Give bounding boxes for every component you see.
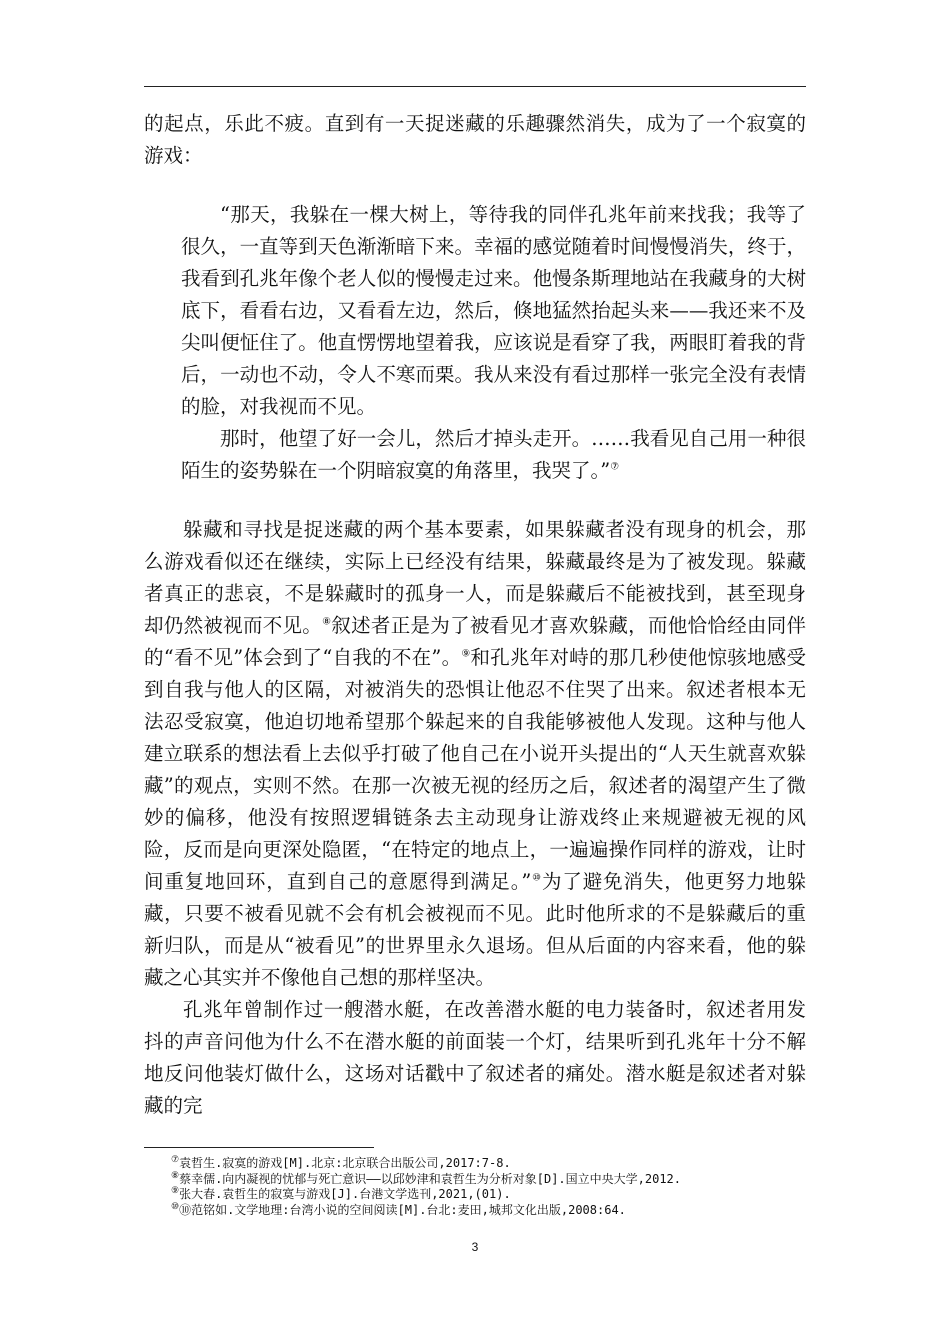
page-number: 3 xyxy=(471,1240,479,1254)
quote-paragraph-1: “那天，我躲在一棵大树上，等待我的同伴孔兆年前来找我；我等了很久，一直等到天色渐渐暗下来。幸福的感觉随着时间慢慢消失，终于，我看到孔兆年像个老人似的慢慢走过来。他慢条斯理地站在我藏身的大树底下，看看右边，又看看左边，然后，倏地猛然抬起头来——我还来不及尖叫便怔住了。他直愣愣地望着我，应该说是看穿了我，两眼盯着我的背后，一动也不动，令人不寒而栗。我从来没有看过那样一张完全没有表情的脸，对我视而不见。 xyxy=(181,203,806,418)
footnote-9: ⑨张大春.袁哲生的寂寞与游戏[J].台港文学选刊,2021,(01). xyxy=(171,1186,511,1201)
quote-paragraph-2: 那时，他望了好一会儿，然后才掉头走开。……我看见自己用一种很陌生的姿势躲在一个阴暗寂寞的角落里，我哭了。”⑦ xyxy=(181,427,806,482)
footnote-ref-10[interactable]: ⑩ xyxy=(531,872,543,884)
header-rule xyxy=(144,86,806,87)
footnotes xyxy=(171,1156,811,1218)
footnote-ref-9[interactable]: ⑨ xyxy=(461,648,471,660)
footnote-rule xyxy=(144,1147,374,1148)
paragraph-2: 躲藏和寻找是捉迷藏的两个基本要素，如果躲藏者没有现身的机会，那么游戏看似还在继续，实际上已经没有结果，躲藏最终是为了被发现。躲藏者真正的悲哀，不是躲藏时的孤身一人，而是躲藏后不能被找到，甚至现身却仍然被视而不见。⑧叙述者正是为了被看见才喜欢躲藏，而他恰恰经由同伴的“看不见”体会到了“自我的不在”。⑨和孔兆年对峙的那几秒使他惊骇地感受到自我与他人的区隔，对被消失的恐惧让他忍不住哭了出来。叙述者根本无法忍受寂寞，他迫切地希望那个躲起来的自我能够被他人发现。这种与他人建立联系的想法看上去似乎打破了他自己在小说开头提出的“人天生就喜欢躲藏”的观点，实则不然。在那一次被无视的经历之后，叙述者的渴望产生了微妙的偏移，他没有按照逻辑链条去主动现身让游戏终止来规避被无视的风险，反而是向更深处隐匿，“在特定的地点上，一遍遍操作同样的游戏，让时间重复地回环，直到自己的意愿得到满足。”⑩为了避免消失，他更努力地躲藏，只要不被看见就不会有机会被视而不见。此时他所求的不是躲藏后的重新归队，而是从“被看见”的世界里永久退场。但从后面的内容来看，他的躲藏之心其实并不像他自己想的那样坚决。 xyxy=(144,518,806,989)
footnote-10: ⑩⑩范铭如.文学地理:台湾小说的空间阅读[M].台北:麦田,城邦文化出版,2008:64. xyxy=(171,1201,626,1217)
paragraph-continued: 的起点，乐此不疲。直到有一天捉迷藏的乐趣骤然消失，成为了一个寂寞的游戏： xyxy=(144,112,806,167)
paragraph-3: 孔兆年曾制作过一艘潜水艇，在改善潜水艇的电力装备时，叙述者用发抖的声音问他为什么不在潜水艇的前面装一个灯，结果听到孔兆年十分不解地反问他装灯做什么，这场对话戳中了叙述者的痛处。潜水艇是叙述者对躲藏的完 xyxy=(144,998,806,1117)
main-text xyxy=(144,108,806,1122)
block-quote xyxy=(144,199,806,487)
footnote-ref-7[interactable]: ⑦ xyxy=(610,461,620,473)
footnote-7: ⑦袁哲生.寂寞的游戏[M].北京:北京联合出版公司,2017:7-8. xyxy=(171,1155,511,1170)
footnote-8: ⑧蔡幸儒.向内凝视的忧郁与死亡意识——以邱妙津和袁哲生为分析对象[D].国立中央大学,2012. xyxy=(171,1170,682,1186)
footnote-ref-8[interactable]: ⑧ xyxy=(322,616,332,628)
